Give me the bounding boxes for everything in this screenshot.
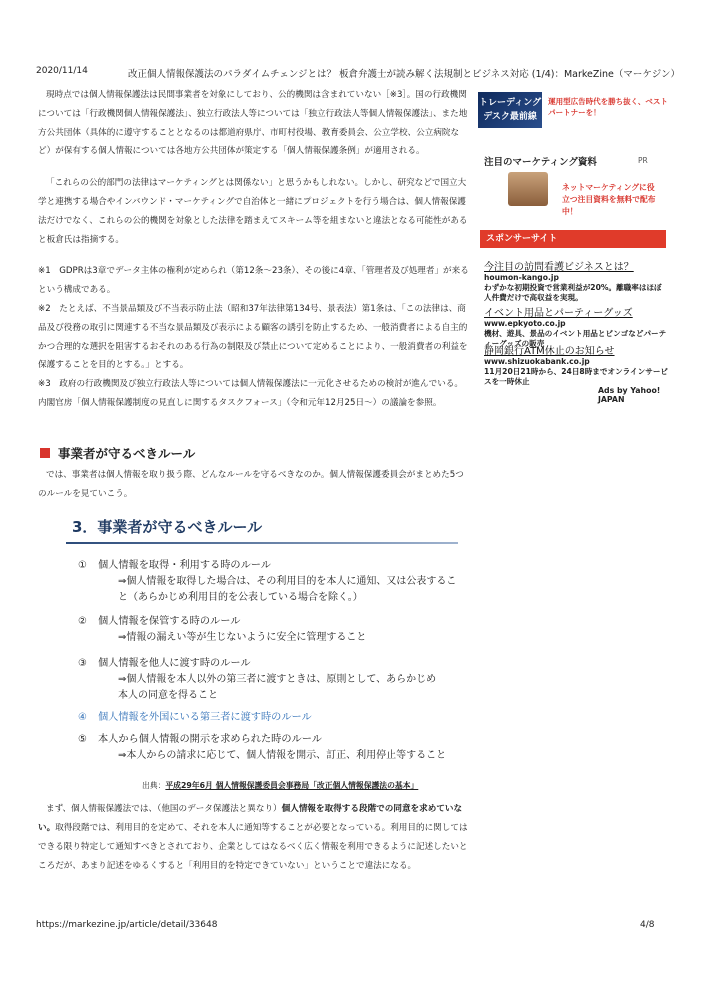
sponsor-desc: 機材、遊具、景品のイベント用品とビンゴなどパーティーグッズの販売: [484, 329, 667, 348]
rule-3: [78, 656, 438, 704]
sponsor-url[interactable]: houmon-kango.jp: [484, 273, 559, 282]
heading-marker-icon: [40, 448, 50, 458]
page-number: 4/8: [640, 920, 655, 930]
sponsor-heading: スポンサーサイト: [480, 230, 666, 248]
bold-text: 個人情報を取得する段階での同意を求めていない。: [38, 804, 463, 833]
rule-title: 個人情報を外国にいる第三者に渡す時のルール: [98, 712, 312, 723]
text-segment: まず、個人情報保護法では、（他国のデータ保護法と異なり）: [46, 804, 282, 814]
paragraph: 「これらの公的部門の法律はマーケティングとは関係ない」と思うかもしれない。しかし、研究などで国立大学と連携する場合やインバウンド・マーケティングで自治体と一緒にプロジェクトを行う場合は、個人情報保護法だけでなく、これらの公的機関を対象とした法律を踏まえてスキーム等を組まないと違法となる可能性があると板倉氏は指摘する。: [38, 178, 468, 245]
rule-detail: ⇒本人からの請求に応じて、個人情報を開示、訂正、利用停止等すること: [118, 750, 447, 761]
rule-number: ①: [78, 560, 87, 571]
rule-2: [78, 614, 366, 646]
section-heading-text: 事業者が守るべきルール: [58, 446, 196, 461]
rule-5: [78, 732, 446, 764]
print-date: 2020/11/14: [36, 66, 88, 76]
sponsor-headline[interactable]: イベント用品とパーティーグッズ: [484, 308, 633, 319]
section-intro: では、事業者は個人情報を取り扱う際、どんなルールを守るべきなのか。個人情報保護委員会がまとめた5つのルールを見ていこう。: [38, 470, 464, 499]
rule-number: ④: [78, 712, 87, 723]
rule-1: [78, 558, 460, 606]
footnote-3: ※3 政府の行政機関及び独立行政法人等については個人情報保護法に一元化させるための検討が進んでいる。内閣官房「個人情報保護制度の見直しに関するタスクフォース」（令和元年12月25日〜）の議論を参照。: [38, 379, 463, 408]
figure-source: [142, 780, 418, 791]
sponsor-url[interactable]: www.shizuokabank.co.jp: [484, 357, 590, 366]
rule-detail: ⇒情報の漏えい等が生じないように安全に管理すること: [118, 632, 367, 643]
figure-divider: [66, 542, 458, 544]
source-text: 平成29年6月 個人情報保護委員会事務局「改正個人情報保護法の基本」: [165, 781, 419, 790]
sponsor-item[interactable]: [484, 258, 668, 303]
rule-title: 個人情報を他人に渡す時のルール: [98, 658, 251, 669]
marketing-docs-link[interactable]: ネットマーケティングに役立つ注目資料を無料で配布中！: [562, 183, 656, 216]
rule-number: ③: [78, 658, 87, 669]
basket-image[interactable]: [508, 172, 548, 206]
footnote-2: ※2 たとえば、不当景品類及び不当表示防止法（昭和37年法律第134号、景表法）第1条は、「この法律は、商品及び役務の取引に関連する不当な景品類及び表示による顧客の誘引を防止するため、一般消費者による自主的かつ合理的な選択を阻害するおそれのある行為の制限及び禁止について定めることにより、一般消費者の利益を保護することを目的とする。」とする。: [38, 303, 468, 371]
sponsor-desc: わずかな初期投資で営業利益が20%。離職率はほぼ人件費だけで高収益を実現。: [484, 283, 662, 302]
closing-paragraph: [38, 800, 470, 876]
rule-detail: ⇒個人情報を取得した場合は、その利用目的を本人に通知、又は公表すること（あらかじめ利用目的を公表している場合を除く。）: [118, 576, 457, 603]
rule-4: [78, 710, 312, 726]
rule-title: 本人から個人情報の開示を求められた時のルール: [98, 734, 322, 745]
ad-banner-text: 運用型広告時代を勝ち抜く、ベストパートナーを！: [548, 97, 668, 117]
pr-label: PR: [638, 156, 648, 165]
section-heading: [40, 444, 472, 462]
ads-by-label: Ads by Yahoo! JAPAN: [598, 386, 661, 404]
rule-number: ⑤: [78, 734, 87, 745]
marketing-docs-heading: 注目のマーケティング資料: [484, 157, 597, 168]
footer-url: https://markezine.jp/article/detail/33648: [36, 920, 218, 930]
sponsor-headline[interactable]: 静岡銀行ATM休止のお知らせ: [484, 346, 615, 357]
rule-title: 個人情報を保管する時のルール: [98, 616, 241, 627]
page-title: 改正個人情報保護法のパラダイムチェンジとは？ 板倉弁護士が読み解く法規制とビジネス対応 (1/4)：MarkeZine（マーケジン）: [128, 69, 680, 80]
ad-banner-title: トレーディングデスク最前線: [478, 92, 542, 128]
sponsor-item[interactable]: [484, 342, 668, 387]
figure-title: 3．事業者が守るべきルール: [72, 518, 263, 536]
rule-number: ②: [78, 616, 87, 627]
rules-figure: [50, 510, 460, 800]
text-segment: 取得段階では、利用目的を定めて、それを本人に通知等することが必要となっている。利用目的に関してはできる限り特定して通知すべきとされており、企業としてはなるべく広く情報を利用できるように記述したいところだが、あまり記述をゆるくすると「利用目的を特定できていない」ということで違法になる。: [38, 823, 468, 871]
sponsor-headline[interactable]: 今注目の訪問看護ビジネスとは？: [484, 262, 634, 273]
article-body: [38, 86, 470, 413]
rule-detail: ⇒個人情報を本人以外の第三者に渡すときは、原則として、あらかじめ本人の同意を得ること: [118, 674, 437, 701]
footnote-1: ※1 GDPRは3章でデータ主体の権利が定められ（第12条〜23条）、その後に4章、「管理者及び処理者」が来るという構成である。: [38, 266, 469, 296]
sponsor-desc: 11月20日21時から、24日8時までオンラインサービスを一時休止: [484, 367, 669, 386]
banner-ad-trading-desk[interactable]: [478, 92, 668, 128]
paragraph: 現時点では個人情報保護法は民間事業者を対象にしており、公的機関は含まれていない［※3］。国の行政機関については「行政機関個人情報保護法」、独立行政法人等については「独立行政法人等個人情報保護法」、また地方公共団体（具体的に遵守することとなるのは都道府県庁、市町村役場、教育委員会、公立学校、公立病院など）が保有する個人情報については各地方公共団体が策定する「個人情報保護条例」が適用される。: [38, 90, 468, 157]
rule-title: 個人情報を取得・利用する時のルール: [98, 560, 271, 571]
source-label: 出典：: [142, 781, 166, 790]
sponsor-url[interactable]: www.epkyoto.co.jp: [484, 319, 566, 328]
